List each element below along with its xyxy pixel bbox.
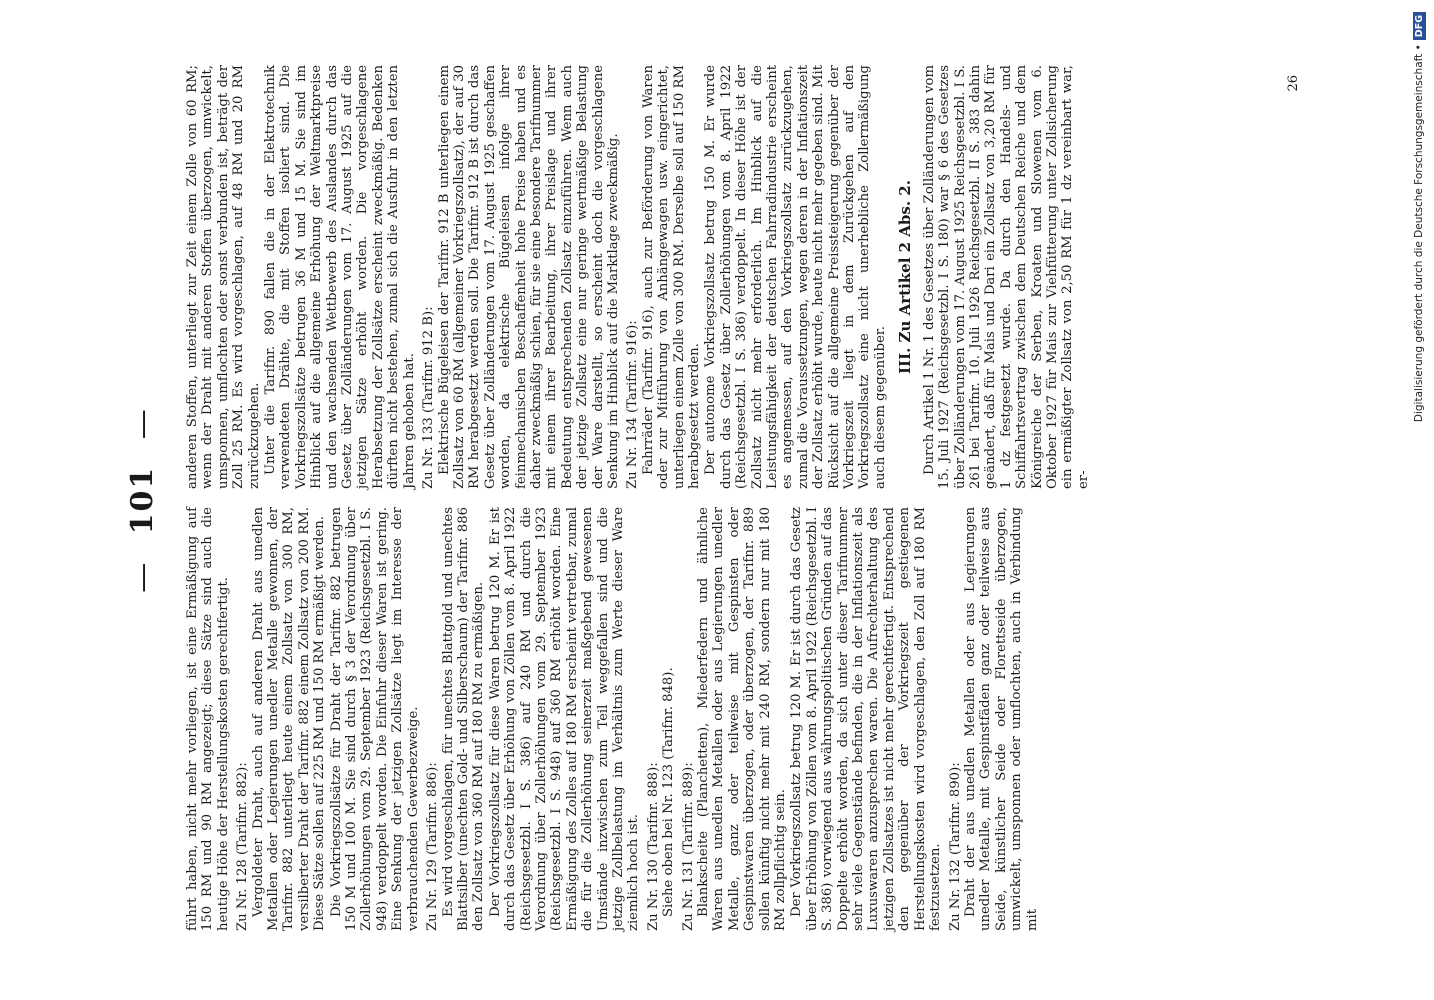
dfg-logo: DFG <box>1413 12 1426 40</box>
page-header <box>125 35 160 965</box>
sheet-number: 26 <box>1286 75 1301 92</box>
paragraph: Vergoldeter Draht, auch auf anderen Draht aus unedlen Metallen oder Legierungen unedler Metalle gewonnen, der Tarifnr. 882 unterliegt heute einem Zollsatz von 300 RM, versilberter Draht der Tarifnr. 882 einem Zollsatz von 200 RM. Diese Sätze sollen auf 225 RM und 150 RM ermäßigt werden. <box>250 507 328 931</box>
paragraph: Elektrische Bügeleisen der Tarifnr. 912 B unterliegen einem Zollsatz von 60 RM (allgemeiner Vorkriegszollsatz), der auf 30 RM herabgesetzt werden soll. Die Tarifnr. 912 B ist durch das Gesetz über Zolländerungen vom 17. August 1925 geschaffen worden, da elektrische Bügeleisen infolge ihrer feinmechanischen Beschaffenheit hohe Preise haben und es daher zweckmäßig schien, für sie eine besondere Tarifnummer mit einem ihrer Bearbeitung, ihrer Preislage und ihrer Bedeutung entsprechenden Zollsatz einzuführen. Wenn auch der jetzige Zollsatz eine nur geringe wertmäßige Belastung der Ware darstellt, so erscheint doch die vorgeschlagene Senkung im Hinblick auf die Marktlage zweckmäßig. <box>436 65 621 489</box>
header-dash-right: — <box>125 407 160 440</box>
paragraph: Der autonome Vorkriegszollsatz betrug 150 M. Er wurde durch das Gesetz über Zollerhöhungen vom 8. April 1922 (Reichsgesetzbl. I S. 386) verdoppelt. In dieser Höhe ist der Zollsatz nicht mehr erforderlich. Im Hinblick auf die Leistungsfähigkeit der deutschen Fahrradindustrie erscheint es angemessen, auf den Vorkriegszollsatz zurückzugehen, zumal die Voraussetzungen, wegen deren in der Inflationszeit der Zollsatz erhöht wurde, heute nicht mehr gegeben sind. Mit Rücksicht auf die allgemeine Preissteigerung gegenüber der Vorkriegszeit liegt in dem Zurückgehen auf den Vorkriegszollsatz eine nicht unerhebliche Zollermäßigung auch diesem gegenüber. <box>703 65 888 489</box>
part-heading: III. Zu Artikel 2 Abs. 2. <box>896 180 915 374</box>
section-heading: Zu Nr. 128 (Tarifnr. 882): <box>235 762 251 931</box>
paragraph: Die Vorkriegszollsätze für Draht der Tarifnr. 882 betrugen 150 M und 100 M. Sie sind durch § 3 der Verordnung über Zollerhöhungen vom 29. September 1923 (Reichsgesetzbl. I S. 948) verdoppelt worden. Die Einfuhr dieser Waren ist gering. Eine Senkung der jetzigen Zollsätze liegt im Interesse der verbrauchenden Gewerbezweige. <box>328 507 421 931</box>
paragraph: Durch Artikel 1 Nr. 1 des Gesetzes über Zolländerungen vom 15. Juli 1927 (Reichsgesetzbl. I S. 180) war § 6 des Gesetzes über Zolländerungen vom 17. August 1925 Reichsgesetzbl. I S. 261 bei Tarifnr. 10. Juli 1926 Reichsgesetzbl. II S. 383 dahin geändert, daß für Mais und Dari ein Zollsatz von 3,20 RM für 1 dz festgesetzt wurde. Da durch den Handels- und Schiffahrtsvertrag zwischen dem Deutschen Reiche und dem Königreiche der Serben, Kroaten und Slowenen vom 6. Oktober 1927 für Mais zur Viehfütterung unter Zollsicherung ein ermäßigter Zollsatz von 2,50 RM für 1 dz vereinbart war, er- <box>921 65 1091 489</box>
header-dash-left: — <box>125 560 160 593</box>
section-heading: Zu Nr. 134 (Tarifnr. 916): <box>625 320 641 489</box>
section-heading: Zu Nr. 131 (Tarifnr. 889): <box>680 762 696 931</box>
page-number: 101 <box>125 465 160 535</box>
section-heading: Zu Nr. 133 (Tarifnr. 912 B): <box>421 306 437 489</box>
paragraph: Der Vorkriegszollsatz für diese Waren betrug 120 M. Er ist durch das Gesetz über Erhöhung von Zöllen vom 8. April 1922 (Reichsgesetzbl. I S. 386) auf 240 RM und durch die Verordnung über Zollerhöhungen vom 29. September 1923 (Reichsgesetzbl. I S. 948) auf 360 RM erhöht worden. Eine Ermäßigung des Zolles auf 180 RM erscheint vertretbar, zumal die für die Zollerhöhung seinerzeit maßgebend gewesenen Umstände inzwischen zum Teil weggefallen sind und die jetzige Zollbelastung im Verhältnis zum Werte dieser Ware ziemlich hoch ist. <box>487 507 642 931</box>
digitization-credit <box>1408 12 1430 988</box>
credit-text: Digitalisierung gefördert durch die Deutsche Forschungsgemeinschaft • <box>1413 44 1425 423</box>
section-heading: Zu Nr. 130 (Tarifnr. 888): <box>645 762 661 931</box>
section-heading: Zu Nr. 129 (Tarifnr. 886): <box>425 762 441 931</box>
left-column <box>185 507 1041 931</box>
paragraph: anderen Stoffen, unterliegt zur Zeit einem Zolle von 60 RM; wenn der Draht mit anderen Stoffen überzogen, umwickelt, umsponnen, umflochten oder sonst verbunden ist, beträgt der Zoll 25 RM. Es wird vorgeschlagen, auf 48 RM und 20 RM zurückzugehen. <box>185 65 262 489</box>
paragraph: Siehe oben bei Nr. 123 (Tarifnr. 848). <box>661 667 677 917</box>
document-page <box>107 35 1327 965</box>
paragraph: Der Vorkriegszollsatz betrug 120 M. Er ist durch das Gesetz über Erhöhung von Zöllen vom 8. April 1922 (Reichsgesetzbl. I S. 386) vorwiegend aus währungspolitischen Gründen auf das Doppelte erhöht worden, da sich unter dieser Tarifnummer sehr viele Gegenstände befinden, die in der Inflationszeit als Luxuswaren anzusprechen waren. Die Aufrechterhaltung des jetzigen Zollsatzes ist nicht mehr gerechtfertigt. Entsprechend den gegenüber der Vorkriegszeit gestiegenen Herstellungskosten wird vorgeschlagen, den Zoll auf 180 RM festzusetzen. <box>789 507 944 931</box>
paragraph: führt haben, nicht mehr vorliegen, ist eine Ermäßigung auf 150 RM und 90 RM angezeigt; diese Sätze sind auch die heutige Höhe der Herstellungskosten gerechtfertigt. <box>185 507 231 931</box>
paragraph: Blankscheite (Planchetten), Miederfedern und ähnliche Waren aus unedlen Metallen oder aus Legierungen unedler Metalle, ganz oder teilweise mit Gespinsten oder Gespinstwaren überzogen, oder überzogen, der Tarifnr. 889 sollen künftig nicht mehr mit 240 RM, sondern nur mit 180 RM zollpflichtig sein. <box>696 507 789 931</box>
paragraph: Es wird vorgeschlagen, für unechtes Blattgold und unechtes Blattsilber (unechten Gold- und Silberschaum) der Tarifnr. 886 den Zollsatz von 360 RM auf 180 RM zu ermäßigen. <box>440 507 487 931</box>
paragraph: Fahrräder (Tarifnr. 916), auch zur Beförderung von Waren oder zur Mitführung von Anhängewagen usw. eingerichtet, unterliegen einem Zolle von 300 RM. Derselbe soll auf 150 RM herabgesetzt werden. <box>640 65 702 489</box>
section-heading: Zu Nr. 132 (Tarifnr. 890): <box>947 762 963 931</box>
right-column <box>185 65 1092 489</box>
paragraph: Unter die Tarifnr. 890 fallen die in der Elektrotechnik verwendeten Drähte, die mit Stoffen isoliert sind. Die Vorkriegszollsätze betrugen 36 M und 15 M. Sie sind im Hinblick auf die allgemeine Erhöhung der Weltmarktpreise und den wachsenden Wettbewerb des Auslandes durch das Gesetz über Zolländerungen vom 17. August 1925 auf die jetzigen Sätze erhöht worden. Die vorgeschlagene Herabsetzung der Zollsätze erscheint zweckmäßig. Bedenken dürften nicht bestehen, zumal sich die Ausfuhr in den letzten Jahren gehoben hat. <box>263 65 417 489</box>
paragraph: Draht der aus unedlen Metallen oder aus Legierungen unedler Metalle, mit Gespinstfäden ganz oder teilweise aus Seide, künstlicher Seide oder Florettseide überzogen, umwickelt, umsponnen oder umflochten, auch in Verbindung mit <box>962 507 1040 931</box>
